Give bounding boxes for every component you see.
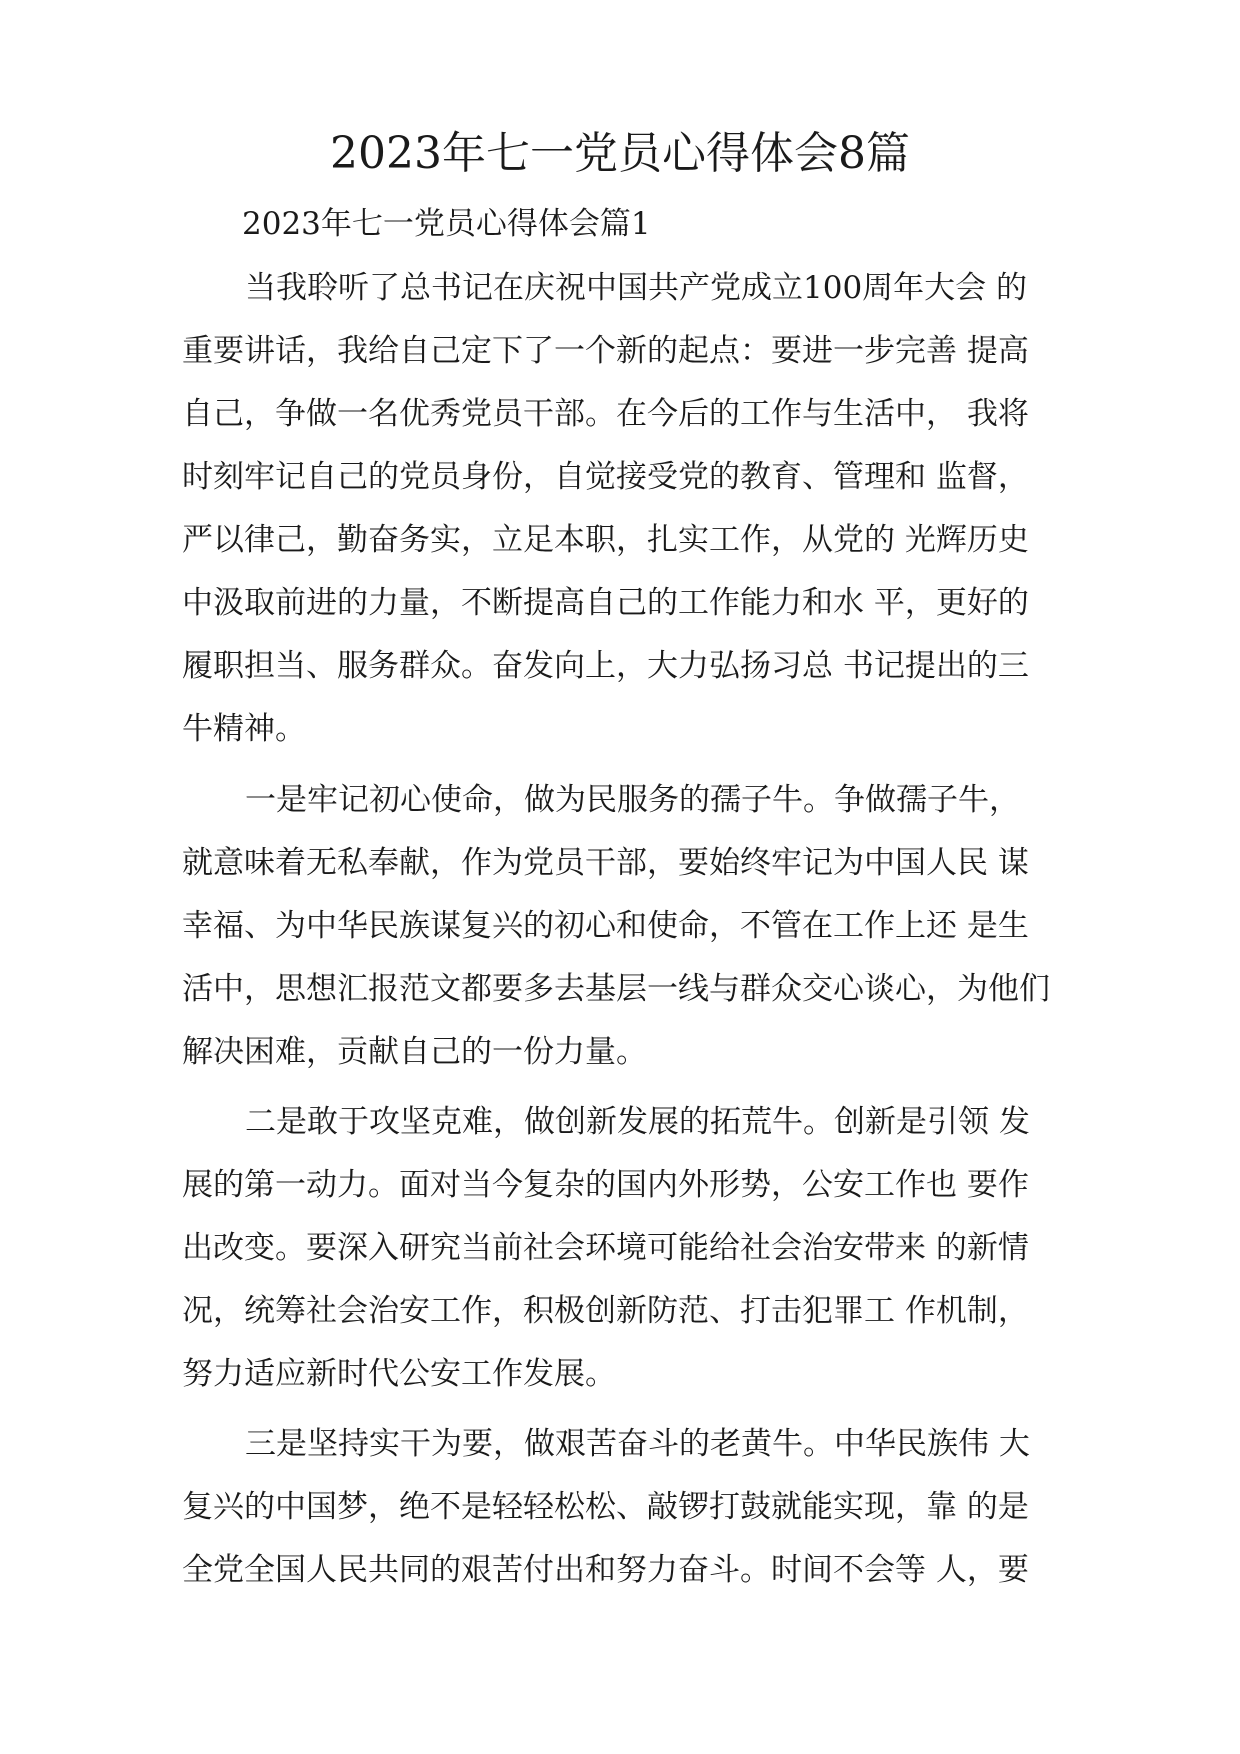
paragraph-line: 活中，思想汇报范文都要多去基层一线与群众交心谈心，为他们 xyxy=(182,971,1050,1007)
document-title: 2023年七一党员心得体会8篇 xyxy=(330,128,910,179)
paragraph-line: 全党全国人民共同的艰苦付出和努力奋斗。时间不会等 人，要 xyxy=(182,1552,1029,1588)
paragraph-line: 展的第一动力。面对当今复杂的国内外形势，公安工作也 要作 xyxy=(182,1167,1029,1203)
paragraph-line: 就意味着无私奉献，作为党员干部，要始终牢记为中国人民 谋 xyxy=(182,845,1029,881)
paragraph-line: 时刻牢记自己的党员身份，自觉接受党的教育、管理和 监督， xyxy=(182,459,1029,495)
paragraph-line: 幸福、为中华民族谋复兴的初心和使命，不管在工作上还 是生 xyxy=(182,908,1029,944)
paragraph-line: 解决困难，贡献自己的一份力量。 xyxy=(182,1034,647,1070)
paragraph-line: 重要讲话，我给自己定下了一个新的起点：要进一步完善 提高 xyxy=(182,333,1029,369)
paragraph-line: 复兴的中国梦，绝不是轻轻松松、敲锣打鼓就能实现，靠 的是 xyxy=(182,1489,1029,1525)
paragraph-line: 中汲取前进的力量，不断提高自己的工作能力和水 平，更好的 xyxy=(182,585,1029,621)
paragraph-line: 当我聆听了总书记在庆祝中国共产党成立100周年大会 的 xyxy=(245,270,1028,306)
paragraph-line: 三是坚持实干为要，做艰苦奋斗的老黄牛。中华民族伟 大 xyxy=(245,1426,1030,1462)
section-heading: 2023年七一党员心得体会篇1 xyxy=(242,206,651,242)
paragraph-line: 况，统筹社会治安工作，积极创新防范、打击犯罪工 作机制， xyxy=(182,1293,1029,1329)
paragraph-line: 牛精神。 xyxy=(182,711,306,747)
paragraph-line: 二是敢于攻坚克难，做创新发展的拓荒牛。创新是引领 发 xyxy=(245,1104,1030,1140)
paragraph-line: 出改变。要深入研究当前社会环境可能给社会治安带来 的新情 xyxy=(182,1230,1029,1266)
paragraph-line: 一是牢记初心使命，做为民服务的孺子牛。争做孺子牛， xyxy=(245,782,1020,818)
paragraph-line: 自己，争做一名优秀党员干部。在今后的工作与生活中， 我将 xyxy=(182,396,1029,432)
paragraph-line: 履职担当、服务群众。奋发向上，大力弘扬习总 书记提出的三 xyxy=(182,648,1029,684)
paragraph-line: 严以律己，勤奋务实，立足本职，扎实工作，从党的 光辉历史 xyxy=(182,522,1029,558)
paragraph-line: 努力适应新时代公安工作发展。 xyxy=(182,1356,616,1392)
